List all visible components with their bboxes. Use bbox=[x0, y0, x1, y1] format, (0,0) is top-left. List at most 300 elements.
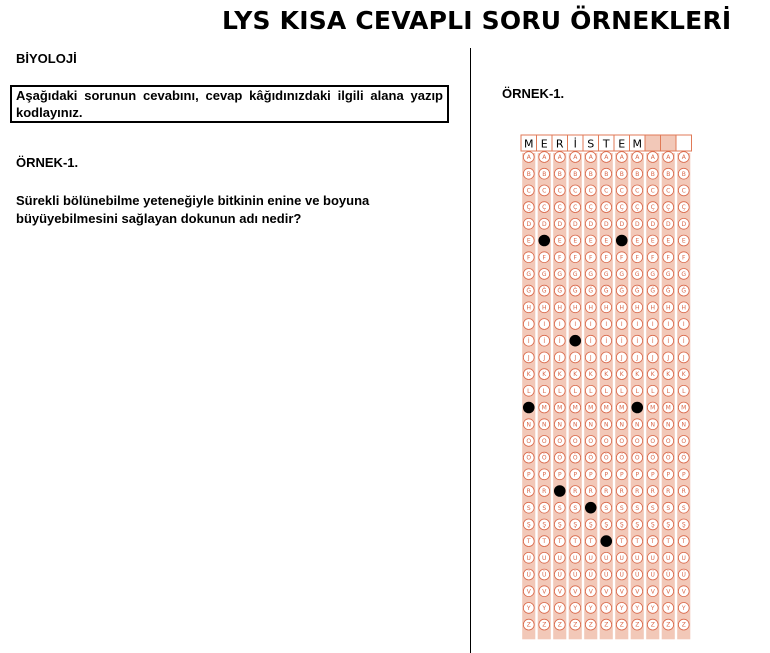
bubble-letter: P bbox=[619, 471, 624, 479]
bubble-letter: Ç bbox=[635, 204, 640, 212]
bubble-letter: B bbox=[557, 170, 562, 178]
marked-bubble bbox=[554, 485, 566, 497]
bubble-letter: R bbox=[619, 488, 624, 496]
bubble-letter: M bbox=[665, 404, 671, 412]
bubble-letter: D bbox=[526, 220, 532, 228]
bubble-letter: Ü bbox=[681, 571, 686, 579]
bubble-letter: E bbox=[681, 237, 686, 245]
bubble-letter: K bbox=[557, 371, 562, 379]
bubble-letter: B bbox=[635, 170, 640, 178]
bubble-letter: O bbox=[665, 438, 671, 445]
bubble-letter: T bbox=[666, 538, 671, 546]
bubble-letter: K bbox=[619, 371, 624, 379]
bubble-letter: Y bbox=[619, 605, 624, 612]
bubble-letter: N bbox=[635, 421, 640, 429]
bubble-letter: Y bbox=[557, 605, 562, 612]
bubble-letter: Ğ bbox=[541, 287, 547, 295]
bubble-letter: J bbox=[527, 354, 530, 362]
bubble-letter: C bbox=[526, 187, 531, 195]
bubble-letter: İ bbox=[636, 337, 639, 345]
bubble-letter: S bbox=[526, 504, 531, 512]
marked-bubble bbox=[631, 402, 643, 414]
bubble-letter: P bbox=[542, 471, 547, 479]
bubble-letter: Z bbox=[588, 621, 593, 629]
bubble-letter: N bbox=[666, 421, 671, 429]
bubble-letter: M bbox=[650, 404, 656, 412]
bubble-letter: Z bbox=[635, 621, 640, 629]
bubble-letter: U bbox=[619, 554, 624, 562]
instruction-text: Aşağıdaki sorunun cevabını, cevap kâğıdınızdaki ilgili alana yazıp kodlayınız. bbox=[16, 88, 443, 120]
bubble-letter: N bbox=[681, 421, 686, 429]
bubble-letter: K bbox=[666, 371, 671, 379]
bubble-letter: Ğ bbox=[557, 287, 563, 295]
bubble-letter: E bbox=[526, 237, 531, 245]
bubble-letter: A bbox=[557, 154, 562, 162]
bubble-letter: K bbox=[650, 371, 655, 379]
bubble-letter: T bbox=[557, 538, 562, 546]
bubble-letter: O bbox=[588, 438, 594, 445]
bubble-letter: H bbox=[681, 304, 687, 312]
bubble-letter: L bbox=[527, 387, 531, 395]
bubble-letter: Y bbox=[542, 605, 547, 612]
bubble-letter: F bbox=[651, 254, 655, 262]
bubble-letter: Ü bbox=[619, 571, 624, 579]
bubble-letter: Ö bbox=[603, 454, 609, 462]
bubble-letter: T bbox=[635, 538, 640, 546]
bubble-letter: Z bbox=[650, 621, 655, 629]
bubble-letter: M bbox=[588, 404, 594, 412]
bubble-letter: İ bbox=[682, 337, 685, 345]
bubble-letter: Y bbox=[681, 605, 686, 612]
bubble-letter: Ö bbox=[634, 454, 640, 462]
bubble-letter: Y bbox=[650, 605, 655, 612]
bubble-letter: L bbox=[666, 387, 670, 395]
bubble-letter: N bbox=[542, 421, 547, 429]
bubble-letter: C bbox=[681, 187, 686, 195]
bubble-letter: B bbox=[604, 170, 609, 178]
bubble-letter: Ü bbox=[573, 571, 578, 579]
bubble-letter: L bbox=[604, 387, 608, 395]
bubble-letter: A bbox=[573, 154, 578, 162]
bubble-letter: L bbox=[651, 387, 655, 395]
bubble-letter: Z bbox=[619, 621, 624, 629]
bubble-letter: J bbox=[558, 354, 561, 362]
bubble-letter: V bbox=[557, 588, 562, 596]
bubble-letter: T bbox=[650, 538, 655, 546]
bubble-letter: Ü bbox=[557, 571, 562, 579]
bubble-letter: B bbox=[619, 170, 624, 178]
bubble-letter: F bbox=[527, 254, 531, 262]
bubble-letter: D bbox=[588, 220, 594, 228]
write-in-letter: S bbox=[587, 137, 595, 151]
bubble-letter: P bbox=[573, 471, 578, 479]
bubble-letter: P bbox=[526, 471, 531, 479]
bubble-letter: Ş bbox=[650, 521, 655, 529]
bubble-letter: Ğ bbox=[665, 287, 671, 295]
bubble-letter: E bbox=[650, 237, 655, 245]
bubble-letter: İ bbox=[667, 337, 670, 345]
bubble-letter: İ bbox=[605, 337, 608, 345]
bubble-letter: M bbox=[541, 404, 547, 412]
bubble-letter: A bbox=[650, 154, 655, 162]
bubble-letter: I bbox=[667, 321, 670, 329]
bubble-letter: G bbox=[634, 271, 640, 278]
bubble-letter: Ö bbox=[557, 454, 563, 462]
bubble-letter: Z bbox=[526, 621, 531, 629]
bubble-letter: S bbox=[666, 504, 671, 512]
bubble-letter: J bbox=[574, 354, 577, 362]
page-title: LYS KISA CEVAPLI SORU ÖRNEKLERİ bbox=[222, 6, 732, 35]
bubble-letter: Ç bbox=[681, 204, 686, 212]
bubble-letter: V bbox=[542, 588, 547, 596]
bubble-letter: Ö bbox=[665, 454, 671, 462]
bubble-letter: R bbox=[681, 488, 686, 496]
bubble-letter: B bbox=[542, 170, 547, 178]
bubble-letter: U bbox=[604, 554, 609, 562]
bubble-letter: U bbox=[526, 554, 531, 562]
write-in-cell bbox=[676, 135, 692, 151]
bubble-letter: Ç bbox=[604, 204, 609, 212]
bubble-letter: G bbox=[557, 271, 563, 278]
bubble-letter: S bbox=[573, 504, 578, 512]
bubble-letter: D bbox=[634, 220, 640, 228]
bubble-letter: Ü bbox=[526, 571, 531, 579]
bubble-letter: A bbox=[588, 154, 593, 162]
write-in-letter: M bbox=[632, 137, 642, 151]
bubble-letter: T bbox=[619, 538, 624, 546]
bubble-letter: A bbox=[635, 154, 640, 162]
bubble-letter: F bbox=[635, 254, 639, 262]
bubble-letter: B bbox=[588, 170, 593, 178]
bubble-letter: I bbox=[543, 321, 546, 329]
bubble-letter: J bbox=[651, 354, 654, 362]
bubble-letter: C bbox=[542, 187, 547, 195]
bubble-letter: V bbox=[619, 588, 624, 596]
bubble-letter: Ç bbox=[526, 204, 531, 212]
bubble-letter: Ç bbox=[557, 204, 562, 212]
bubble-letter: Z bbox=[604, 621, 609, 629]
bubble-letter: O bbox=[541, 438, 547, 445]
bubble-letter: Ğ bbox=[588, 287, 594, 295]
bubble-letter: Ğ bbox=[526, 287, 532, 295]
bubble-letter: I bbox=[527, 321, 530, 329]
bubble-letter: B bbox=[681, 170, 686, 178]
bubble-letter: Ö bbox=[650, 454, 656, 462]
bubble-letter: V bbox=[526, 588, 531, 596]
bubble-letter: Y bbox=[588, 605, 593, 612]
bubble-letter: A bbox=[542, 154, 547, 162]
bubble-letter: Ç bbox=[573, 204, 578, 212]
bubble-letter: Ğ bbox=[650, 287, 656, 295]
bubble-letter: U bbox=[681, 554, 686, 562]
bubble-letter: T bbox=[681, 538, 686, 546]
bubble-letter: C bbox=[635, 187, 640, 195]
bubble-letter: P bbox=[557, 471, 562, 479]
bubble-letter: Z bbox=[573, 621, 578, 629]
bubble-letter: L bbox=[682, 387, 686, 395]
write-in-letter: E bbox=[540, 137, 548, 151]
bubble-letter: S bbox=[650, 504, 655, 512]
bubble-letter: K bbox=[681, 371, 686, 379]
bubble-letter: A bbox=[619, 154, 624, 162]
bubble-letter: I bbox=[574, 321, 577, 329]
bubble-letter: S bbox=[681, 504, 686, 512]
bubble-letter: E bbox=[604, 237, 609, 245]
bubble-letter: B bbox=[666, 170, 671, 178]
bubble-letter: D bbox=[541, 220, 547, 228]
bubble-letter: J bbox=[636, 354, 639, 362]
bubble-letter: Ö bbox=[588, 454, 594, 462]
bubble-letter: H bbox=[650, 304, 656, 312]
bubble-letter: K bbox=[588, 371, 593, 379]
bubble-letter: Ş bbox=[635, 521, 640, 529]
bubble-letter: M bbox=[572, 404, 578, 412]
bubble-letter: Z bbox=[542, 621, 547, 629]
bubble-letter: L bbox=[635, 387, 639, 395]
bubble-letter: Ç bbox=[666, 204, 671, 212]
bubble-letter: U bbox=[666, 554, 671, 562]
bubble-letter: D bbox=[650, 220, 656, 228]
bubble-letter: R bbox=[588, 488, 593, 496]
question-text: Sürekli bölünebilme yeteneğiyle bitkinin enine ve boyuna büyüyebilmesini sağlayan dokunun adı nedir? bbox=[16, 193, 370, 226]
write-in-letter: M bbox=[524, 137, 534, 151]
bubble-letter: B bbox=[573, 170, 578, 178]
bubble-letter: L bbox=[558, 387, 562, 395]
bubble-letter: U bbox=[542, 554, 547, 562]
bubble-letter: R bbox=[604, 488, 609, 496]
bubble-letter: Ü bbox=[650, 571, 655, 579]
bubble-letter: Ğ bbox=[619, 287, 625, 295]
write-in-cell bbox=[645, 135, 661, 151]
bubble-letter: V bbox=[635, 588, 640, 596]
bubble-letter: C bbox=[650, 187, 655, 195]
bubble-letter: F bbox=[620, 254, 624, 262]
bubble-letter: Ş bbox=[542, 521, 547, 529]
bubble-letter: R bbox=[573, 488, 578, 496]
bubble-letter: S bbox=[557, 504, 562, 512]
bubble-letter: K bbox=[542, 371, 547, 379]
column-divider bbox=[470, 48, 471, 653]
bubble-letter: Ğ bbox=[572, 287, 578, 295]
bubble-letter: Ş bbox=[588, 521, 593, 529]
bubble-letter: J bbox=[589, 354, 592, 362]
marked-bubble bbox=[616, 235, 628, 247]
bubble-letter: Z bbox=[666, 621, 671, 629]
bubble-letter: M bbox=[557, 404, 563, 412]
bubble-letter: Ş bbox=[557, 521, 562, 529]
bubble-letter: M bbox=[681, 404, 687, 412]
bubble-letter: I bbox=[636, 321, 639, 329]
bubble-letter: U bbox=[557, 554, 562, 562]
bubble-letter: C bbox=[557, 187, 562, 195]
marked-bubble bbox=[569, 335, 581, 347]
bubble-letter: O bbox=[650, 438, 656, 445]
write-in-letter: İ bbox=[573, 137, 577, 151]
bubble-letter: Ş bbox=[573, 521, 578, 529]
bubble-letter: T bbox=[573, 538, 578, 546]
bubble-letter: U bbox=[635, 554, 640, 562]
marked-bubble bbox=[523, 402, 535, 414]
bubble-letter: K bbox=[604, 371, 609, 379]
bubble-letter: E bbox=[557, 237, 562, 245]
bubble-letter: G bbox=[619, 271, 625, 278]
bubble-letter: J bbox=[682, 354, 685, 362]
bubble-letter: H bbox=[619, 304, 625, 312]
bubble-letter: H bbox=[541, 304, 547, 312]
bubble-letter: Z bbox=[681, 621, 686, 629]
bubble-letter: O bbox=[526, 438, 532, 445]
bubble-letter: S bbox=[604, 504, 609, 512]
bubble-letter: A bbox=[681, 154, 686, 162]
bubble-letter: E bbox=[573, 237, 578, 245]
bubble-letter: Ş bbox=[666, 521, 671, 529]
bubble-letter: P bbox=[635, 471, 640, 479]
bubble-letter: D bbox=[557, 220, 563, 228]
bubble-letter: L bbox=[573, 387, 577, 395]
bubble-letter: D bbox=[619, 220, 625, 228]
bubble-letter: G bbox=[665, 271, 671, 278]
bubble-letter: I bbox=[589, 321, 592, 329]
bubble-letter: O bbox=[634, 438, 640, 445]
bubble-letter: M bbox=[603, 404, 609, 412]
bubble-letter: N bbox=[650, 421, 655, 429]
bubble-letter: U bbox=[650, 554, 655, 562]
example-label-left: ÖRNEK-1. bbox=[16, 155, 79, 170]
bubble-letter: P bbox=[588, 471, 593, 479]
bubble-letter: D bbox=[572, 220, 578, 228]
bubble-letter: N bbox=[573, 421, 578, 429]
bubble-letter: Z bbox=[557, 621, 562, 629]
bubble-letter: J bbox=[667, 354, 670, 362]
bubble-letter: Y bbox=[604, 605, 609, 612]
bubble-letter: L bbox=[542, 387, 546, 395]
bubble-letter: Ş bbox=[681, 521, 686, 529]
bubble-letter: G bbox=[588, 271, 594, 278]
bubble-letter: Ğ bbox=[603, 287, 609, 295]
bubble-letter: R bbox=[635, 488, 640, 496]
bubble-letter: Y bbox=[666, 605, 671, 612]
bubble-letter: Ş bbox=[604, 521, 609, 529]
marked-bubble bbox=[538, 235, 550, 247]
bubble-letter: G bbox=[541, 271, 547, 278]
bubble-letter: G bbox=[572, 271, 578, 278]
bubble-letter: D bbox=[603, 220, 609, 228]
write-in-letter: E bbox=[618, 137, 626, 151]
bubble-letter: V bbox=[604, 588, 609, 596]
bubble-letter: P bbox=[666, 471, 671, 479]
bubble-letter: T bbox=[542, 538, 547, 546]
bubble-letter: I bbox=[620, 321, 623, 329]
bubble-letter: M bbox=[619, 404, 625, 412]
bubble-letter: Ü bbox=[604, 571, 609, 579]
bubble-letter: O bbox=[557, 438, 563, 445]
bubble-letter: E bbox=[666, 237, 671, 245]
bubble-letter: Ü bbox=[666, 571, 671, 579]
bubble-letter: C bbox=[619, 187, 624, 195]
bubble-letter: C bbox=[573, 187, 578, 195]
bubble-letter: H bbox=[665, 304, 671, 312]
bubble-letter: J bbox=[543, 354, 546, 362]
bubble-letter: Ç bbox=[542, 204, 547, 212]
bubble-letter: S bbox=[542, 504, 547, 512]
bubble-letter: C bbox=[666, 187, 671, 195]
bubble-letter: Y bbox=[573, 605, 578, 612]
instruction-box bbox=[10, 85, 449, 123]
bubble-letter: L bbox=[620, 387, 624, 395]
bubble-letter: B bbox=[526, 170, 531, 178]
bubble-letter: İ bbox=[651, 337, 654, 345]
bubble-letter: P bbox=[604, 471, 609, 479]
bubble-letter: N bbox=[588, 421, 593, 429]
bubble-letter: F bbox=[604, 254, 608, 262]
bubble-letter: İ bbox=[620, 337, 623, 345]
bubble-letter: U bbox=[588, 554, 593, 562]
bubble-letter: Ş bbox=[526, 521, 531, 529]
bubble-letter: C bbox=[588, 187, 593, 195]
bubble-letter: I bbox=[605, 321, 608, 329]
bubble-letter: S bbox=[619, 504, 624, 512]
bubble-letter: Ç bbox=[650, 204, 655, 212]
bubble-letter: Ş bbox=[619, 521, 624, 529]
bubble-letter: N bbox=[526, 421, 531, 429]
bubble-letter: G bbox=[681, 271, 687, 278]
bubble-letter: O bbox=[681, 438, 687, 445]
bubble-letter: R bbox=[666, 488, 671, 496]
bubble-letter: Y bbox=[526, 605, 531, 612]
bubble-letter: T bbox=[588, 538, 593, 546]
write-in-cell bbox=[661, 135, 677, 151]
bubble-letter: D bbox=[665, 220, 671, 228]
bubble-letter: Ö bbox=[681, 454, 687, 462]
bubble-letter: V bbox=[681, 588, 686, 596]
bubble-letter: O bbox=[572, 438, 578, 445]
bubble-letter: Ç bbox=[588, 204, 593, 212]
bubble-letter: P bbox=[650, 471, 655, 479]
bubble-letter: Ü bbox=[542, 571, 547, 579]
bubble-letter: A bbox=[526, 154, 531, 162]
bubble-letter: V bbox=[650, 588, 655, 596]
bubble-letter: O bbox=[603, 438, 609, 445]
bubble-letter: N bbox=[604, 421, 609, 429]
bubble-letter: İ bbox=[527, 337, 530, 345]
marked-bubble bbox=[600, 535, 612, 547]
bubble-letter: T bbox=[526, 538, 531, 546]
write-in-letter: R bbox=[555, 137, 564, 151]
bubble-letter: Ğ bbox=[681, 287, 687, 295]
bubble-letter: H bbox=[634, 304, 640, 312]
bubble-letter: R bbox=[650, 488, 655, 496]
bubble-letter: R bbox=[526, 488, 531, 496]
bubble-letter: U bbox=[573, 554, 578, 562]
answer-sheet-grid bbox=[520, 134, 692, 644]
bubble-letter: V bbox=[666, 588, 671, 596]
bubble-letter: Ö bbox=[619, 454, 625, 462]
bubble-letter: F bbox=[589, 254, 593, 262]
bubble-letter: Ü bbox=[635, 571, 640, 579]
marked-bubble bbox=[585, 502, 597, 514]
bubble-letter: F bbox=[666, 254, 670, 262]
bubble-letter: E bbox=[588, 237, 593, 245]
bubble-letter: F bbox=[542, 254, 546, 262]
bubble-letter: I bbox=[651, 321, 654, 329]
bubble-letter: H bbox=[603, 304, 609, 312]
bubble-letter: H bbox=[588, 304, 594, 312]
bubble-letter: H bbox=[557, 304, 563, 312]
bubble-letter: J bbox=[620, 354, 623, 362]
bubble-letter: A bbox=[604, 154, 609, 162]
bubble-letter: C bbox=[604, 187, 609, 195]
bubble-letter: Ç bbox=[619, 204, 624, 212]
